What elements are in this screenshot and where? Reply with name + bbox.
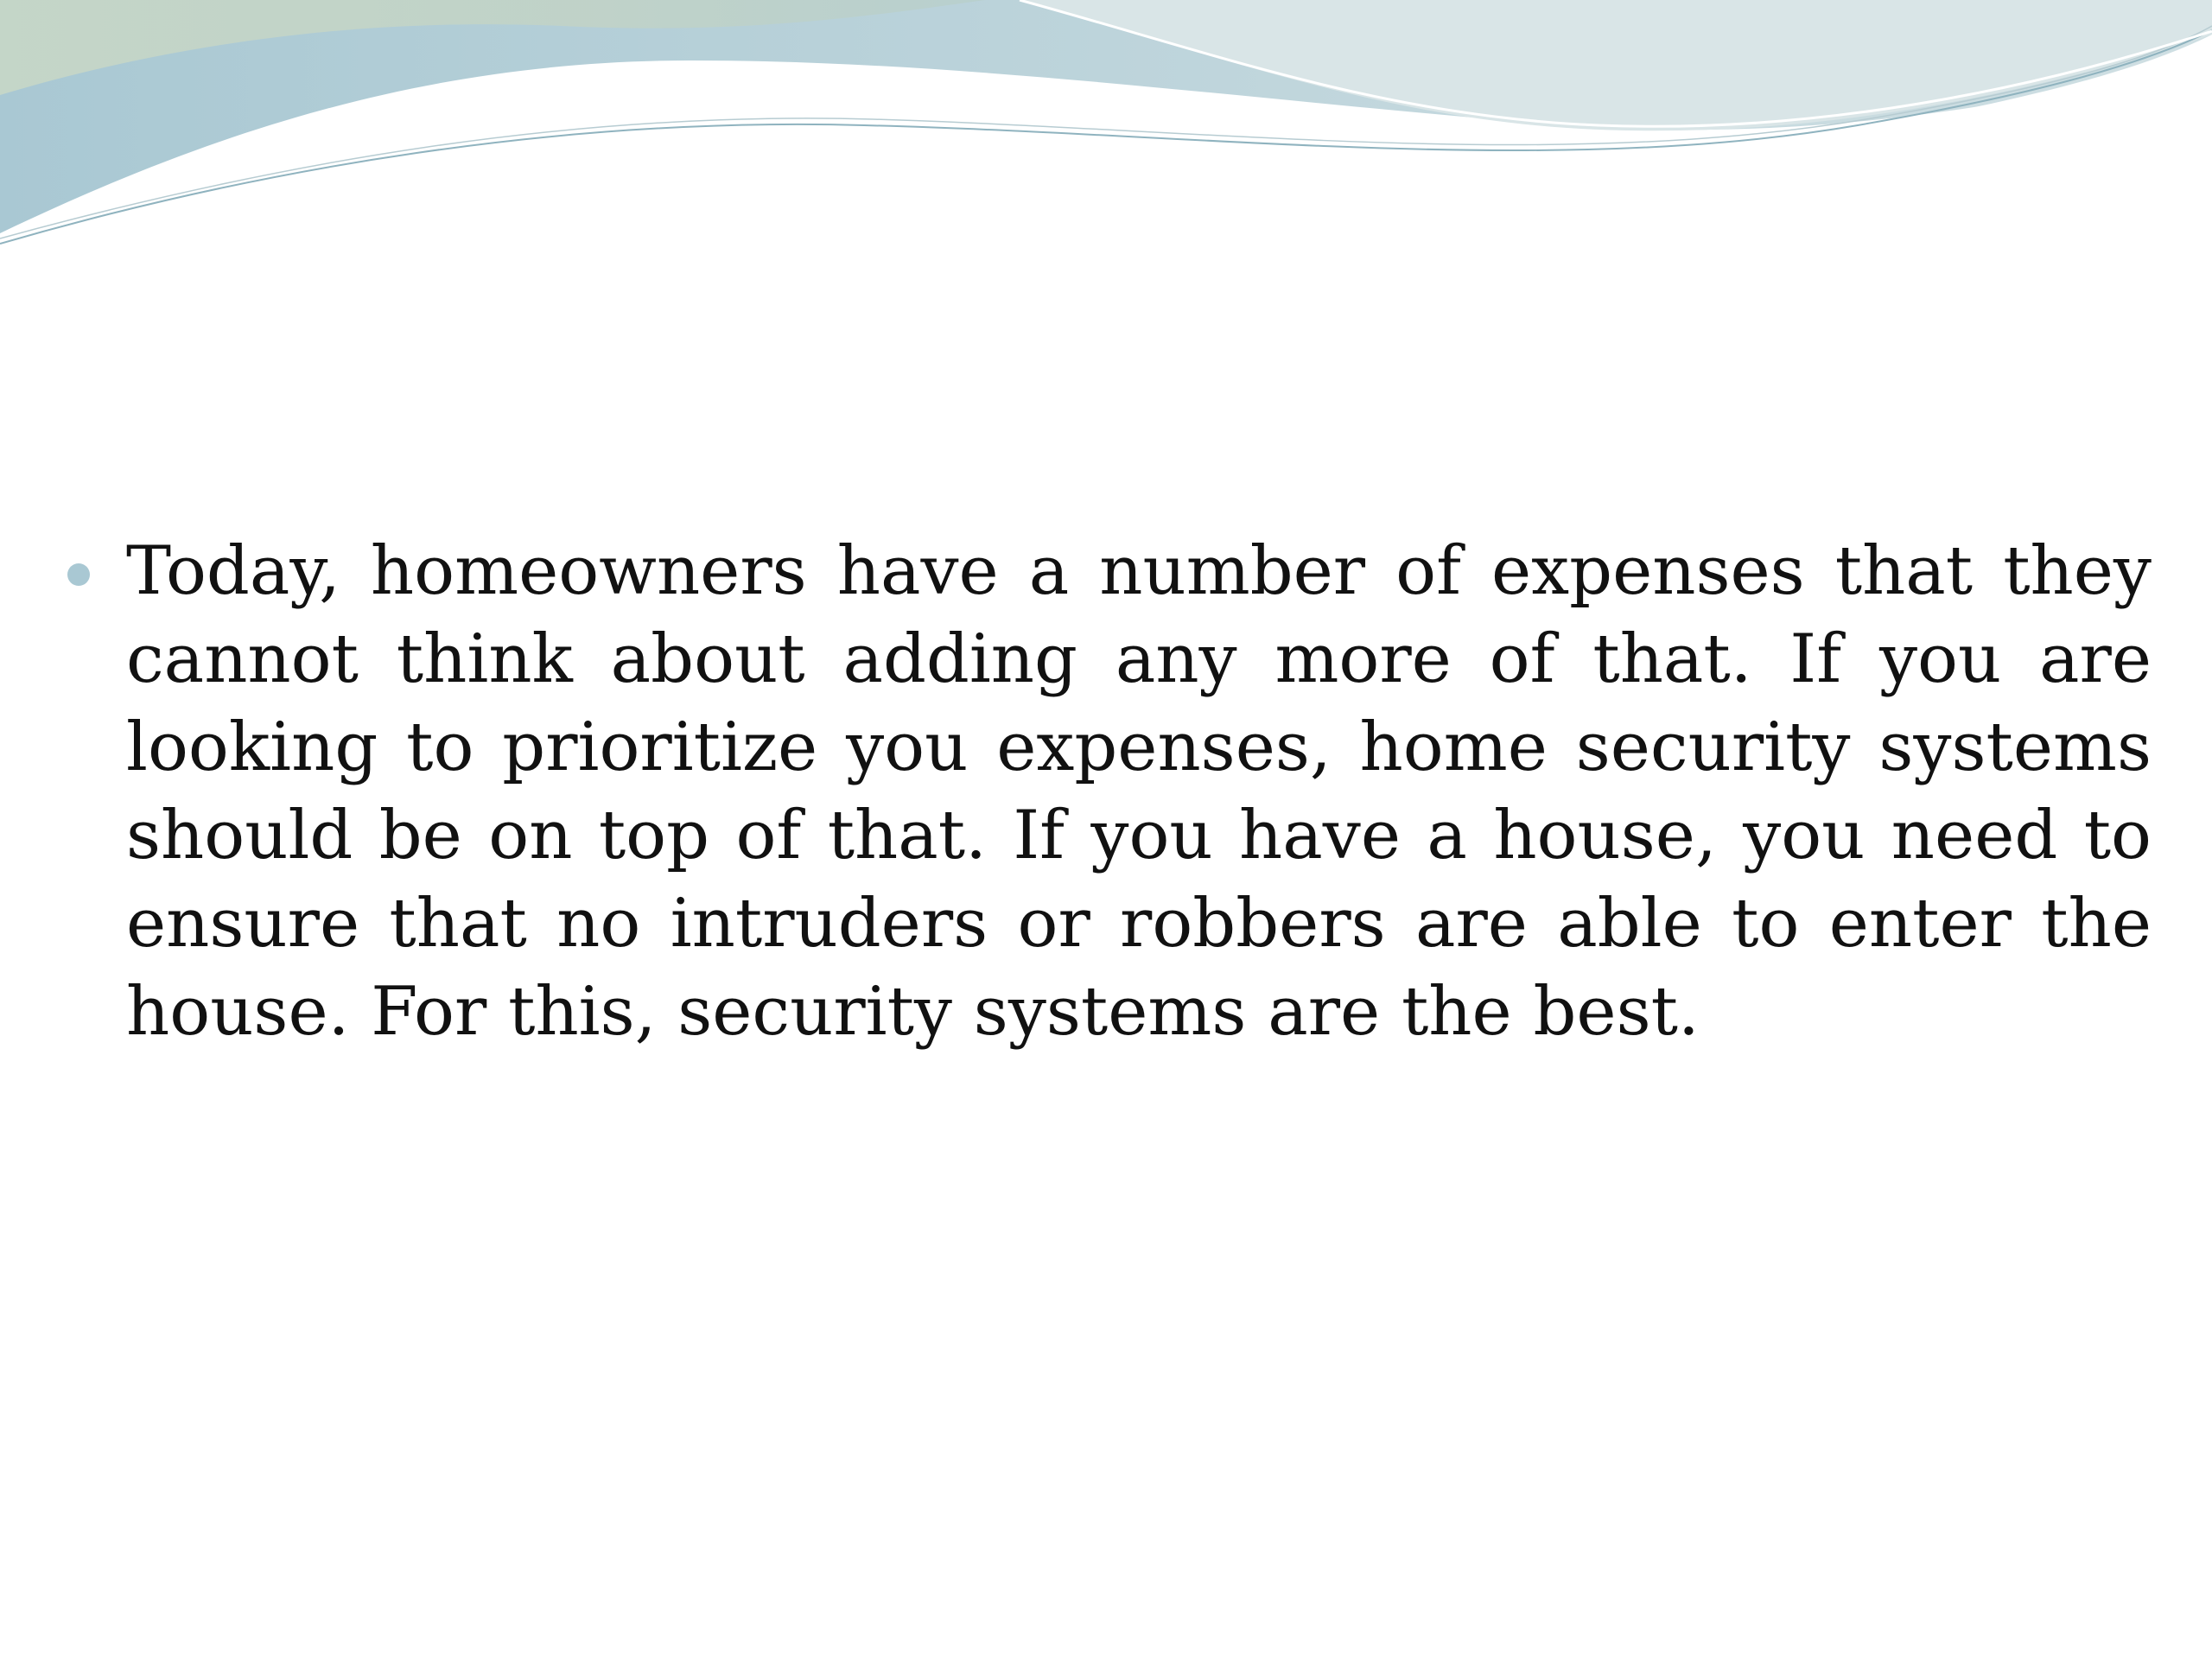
bullet-text: Today, homeowners have a number of expenses that they cannot think about adding any more of that. If you are looking to prioritize you expenses, home security systems should be on top of that. If you have a house, you need to ensure that no intruders or robbers are able to enter the house. For this, security systems are the best. xyxy=(126,532,2152,1051)
header-wave-decoration xyxy=(0,0,2212,259)
content-area xyxy=(60,527,2152,1056)
bullet-dot-icon xyxy=(67,563,90,586)
bullet-item xyxy=(60,527,2152,1056)
